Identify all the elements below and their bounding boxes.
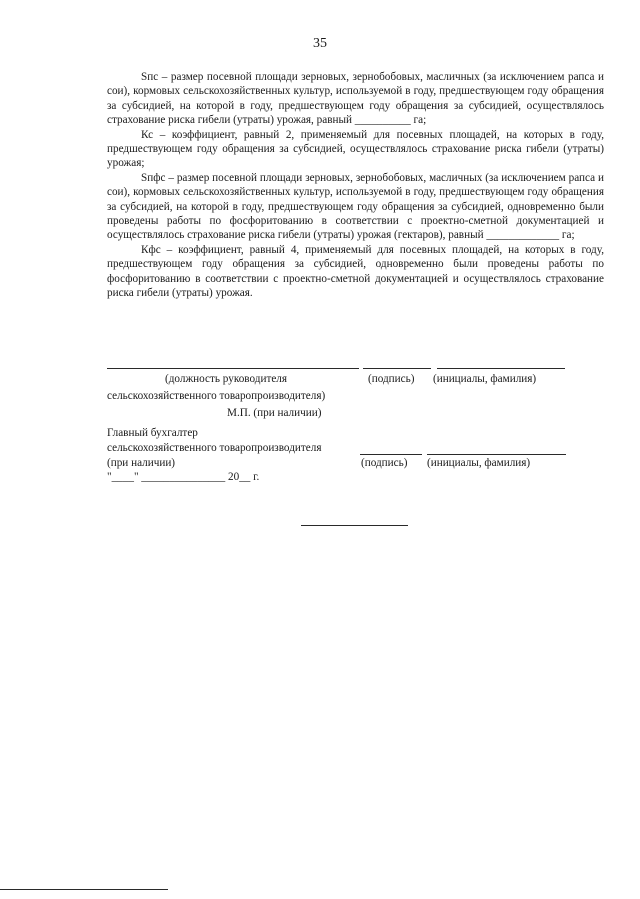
date-line: "____" _______________ 20__ г. [107, 471, 260, 483]
head-initials-label: (инициалы, фамилия) [433, 373, 537, 385]
body-text [107, 70, 604, 301]
accountant-signature-line [360, 454, 422, 455]
seal-label: М.П. (при наличии) [227, 407, 322, 419]
head-position-line [107, 368, 359, 369]
accountant-note: (при наличии) [107, 457, 176, 469]
accountant-signature-label: (подпись) [361, 457, 408, 469]
head-position-label: (должность руководителя [165, 373, 288, 385]
head-signature-label: (подпись) [368, 373, 415, 385]
paragraph-kfs: Кфс – коэффициент, равный 4, применяемый для посевных площадей, на которых в году, предшествующем году обращения за субсидией, одновременно были проведены работы по фосфоритованию в соответствии с проектно-сметной документацией и осуществлялось страхование риска гибели (утраты) урожая. [107, 243, 604, 300]
paragraph-kc: Кс – коэффициент, равный 2, применяемый для посевных площадей, на которых в году, предшествующем году обращения за субсидией, осуществлялось страхование риска гибели (утраты) урожая; [107, 128, 604, 170]
head-org-label: сельскохозяйственного товаропроизводителя) [107, 390, 326, 402]
accountant-initials-label: (инициалы, фамилия) [427, 457, 531, 469]
end-separator-line [301, 525, 408, 526]
head-initials-line [437, 368, 565, 369]
accountant-initials-line [427, 454, 566, 455]
footnote-rule [0, 889, 168, 890]
accountant-org: сельскохозяйственного товаропроизводителя [107, 442, 322, 454]
accountant-title: Главный бухгалтер [107, 427, 198, 439]
page-number: 35 [313, 36, 327, 51]
paragraph-spfs: Sпфс – размер посевной площади зерновых, зернобобовых, масличных (за исключением рапса и сои), кормовых сельскохозяйственных культур, используемой в году, предшествующем году обращения за субсидией, на которой в году, предшествующем году обращения за субсидией, одновременно были проведены работы по фосфоритованию в соответствии с проектно-сметной документацией и осуществлялось страхование риска гибели (утраты) урожая (гектаров), равный _____________ га; [107, 171, 604, 242]
paragraph-spc: Sпс – размер посевной площади зерновых, зернобобовых, масличных (за исключением рапса и сои), кормовых сельскохозяйственных культур, используемой в году, предшествующем году обращения за субсидией, на которой в году, предшествующем году обращения за субсидией, осуществлялось страхование риска гибели (утраты) урожая, равный __________ га; [107, 71, 604, 127]
head-signature-line [363, 368, 431, 369]
